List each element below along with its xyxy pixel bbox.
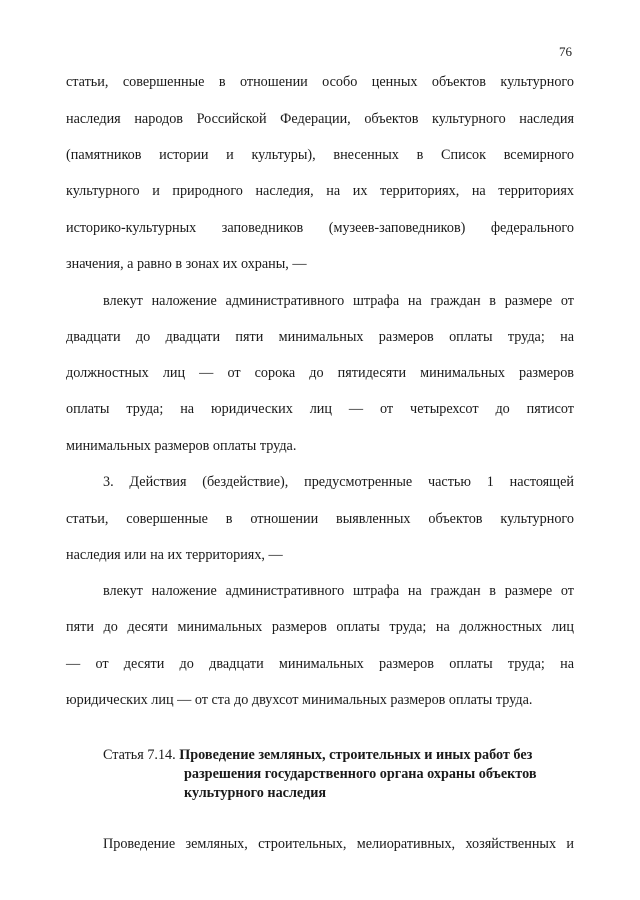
- paragraph-1-line: историко-культурных заповедников (музеев-заповедников) федерального: [66, 220, 574, 236]
- paragraph-1-line: наследия народов Российской Федерации, объектов культурного наследия: [66, 111, 574, 127]
- article-heading-line: [103, 784, 583, 803]
- paragraph-1-line: (памятников истории и культуры), внесенных в Список всемирного: [66, 147, 574, 163]
- article-number: Статья 7.14.: [103, 747, 176, 763]
- paragraph-3-line: наследия или на их территориях, —: [66, 547, 283, 563]
- paragraph-4-line: пяти до десяти минимальных размеров оплаты труда; на должностных лиц: [66, 619, 574, 635]
- article-heading: [103, 746, 583, 803]
- paragraph-1-line: культурного и природного наследия, на их территориях, на территориях: [66, 183, 574, 199]
- final-paragraph-line: Проведение земляных, строительных, мелиоративных, хозяйственных и: [103, 836, 574, 852]
- paragraph-2-line: должностных лиц — от сорока до пятидесяти минимальных размеров: [66, 365, 574, 381]
- paragraph-3-line: 3. Действия (бездействие), предусмотренные частью 1 настоящей: [103, 474, 574, 490]
- paragraph-1-line: значения, а равно в зонах их охраны, —: [66, 256, 307, 272]
- paragraph-4-line: — от десяти до двадцати минимальных размеров оплаты труда; на: [66, 656, 574, 672]
- article-heading-line: [103, 746, 583, 765]
- article-title-line: Проведение земляных, строительных и иных работ без: [179, 747, 533, 763]
- paragraph-2-line: минимальных размеров оплаты труда.: [66, 438, 297, 454]
- article-title-line: культурного наследия: [184, 785, 327, 801]
- paragraph-4-line: юридических лиц — от ста до двухсот минимальных размеров оплаты труда.: [66, 692, 533, 708]
- paragraph-1-line: статьи, совершенные в отношении особо ценных объектов культурного: [66, 74, 574, 90]
- article-title-line: разрешения государственного органа охраны объектов: [184, 766, 537, 782]
- paragraph-3-line: статьи, совершенные в отношении выявленных объектов культурного: [66, 511, 574, 527]
- paragraph-2-line: оплаты труда; на юридических лиц — от четырехсот до пятисот: [66, 401, 574, 417]
- paragraph-2-line: влекут наложение административного штрафа на граждан в размере от: [103, 293, 574, 309]
- article-heading-line: [103, 765, 583, 784]
- page-number: 76: [559, 44, 572, 59]
- paragraph-2-line: двадцати до двадцати пяти минимальных размеров оплаты труда; на: [66, 329, 574, 345]
- paragraph-4-line: влекут наложение административного штрафа на граждан в размере от: [103, 583, 574, 599]
